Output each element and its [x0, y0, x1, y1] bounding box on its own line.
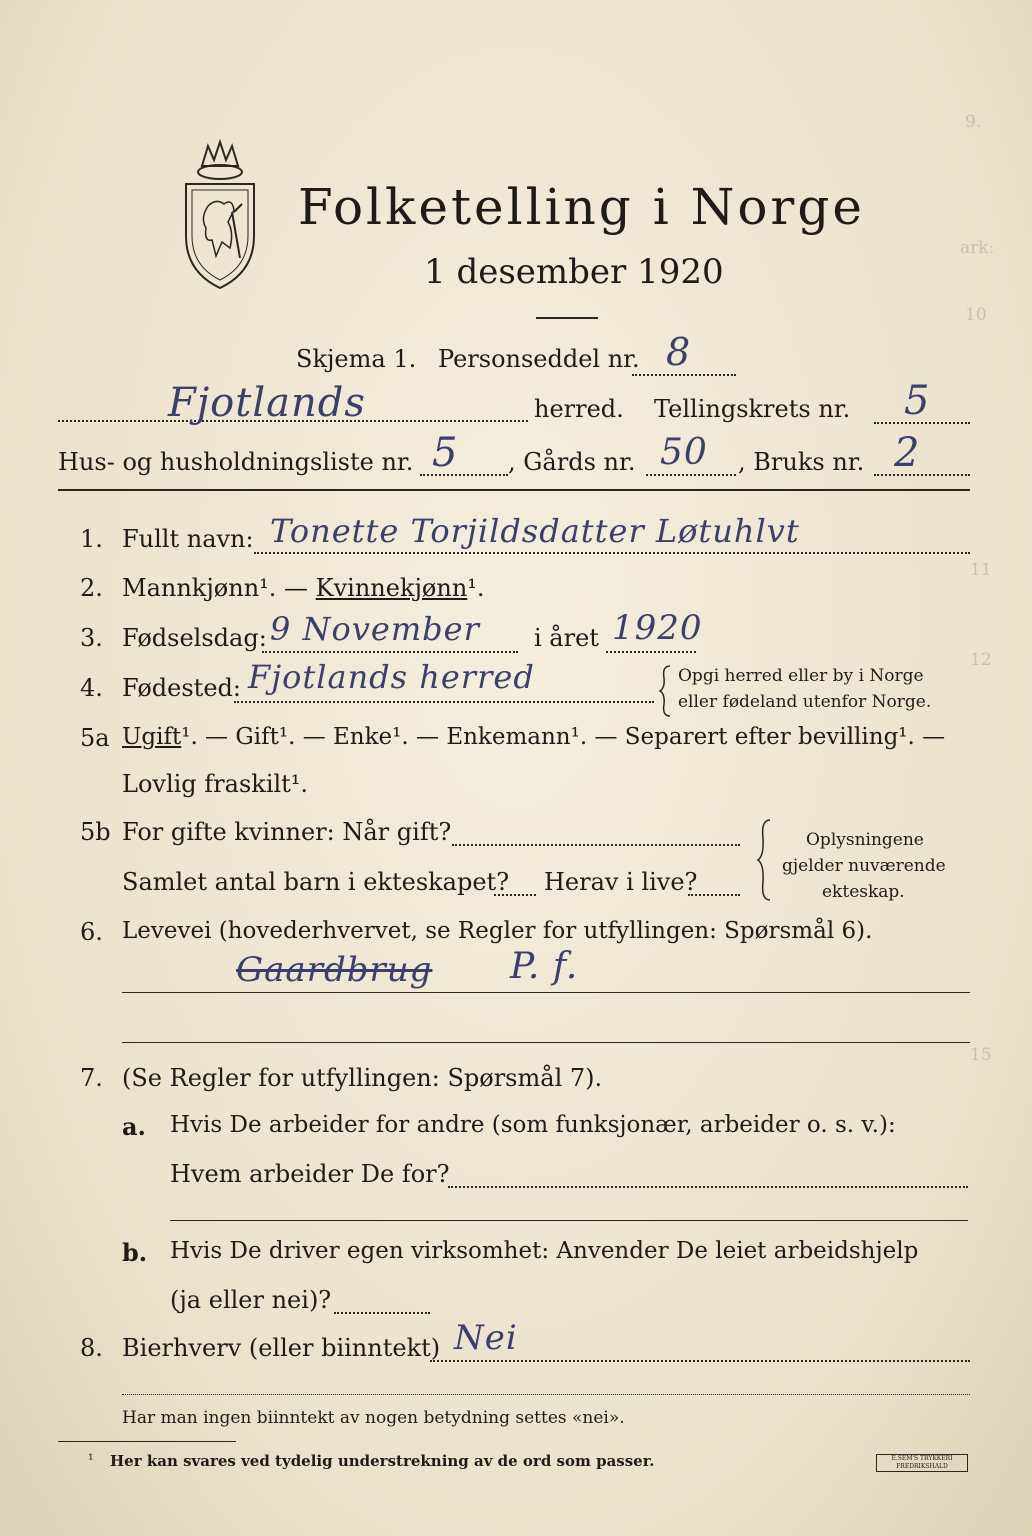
q7a-employer-label: Hvem arbeider De for? — [170, 1160, 450, 1188]
q7a-employer-line — [448, 1186, 968, 1188]
norwegian-coat-of-arms-icon — [172, 132, 268, 292]
herred-value: Fjotlands — [168, 380, 366, 426]
q5b-alive-line — [688, 894, 740, 896]
q8-line — [430, 1360, 970, 1362]
schema-label: Skjema 1. — [296, 345, 417, 373]
q5b-married-label: For gifte kvinner: Når gift? — [122, 818, 452, 846]
q3-year-label: i året — [534, 624, 599, 652]
footer-note: Har man ingen biinntekt av nogen betydning settes «nei». — [122, 1408, 625, 1428]
q2-number: 2. — [80, 574, 103, 602]
q5b-married-line — [452, 844, 740, 846]
q7b-line — [334, 1312, 430, 1314]
q6-line2 — [122, 1042, 970, 1043]
header-divider — [58, 489, 970, 491]
q5a-unmarried-option: Ugift — [122, 724, 182, 750]
q3-line — [262, 651, 518, 653]
gards-line — [646, 474, 736, 476]
printer-stamp: E.SEM'S TRYKKERI FREDRIKSHALD — [876, 1454, 968, 1472]
q5b-note3: ekteskap. — [822, 882, 905, 902]
form-title: Folketelling i Norge — [298, 178, 865, 236]
q3-number: 3. — [80, 624, 103, 652]
herred-label: herred. — [534, 395, 624, 423]
footnote-rule — [58, 1441, 236, 1442]
census-date: 1 desember 1920 — [424, 252, 724, 292]
q7b-label: Hvis De driver egen virksomhet: Anvender De leiet arbeidshjelp — [170, 1238, 919, 1264]
krets-label: Tellingskrets nr. — [654, 395, 851, 423]
bruks-value: 2 — [894, 430, 921, 476]
q7-number: 7. — [80, 1064, 103, 1092]
q4-brace-icon — [658, 664, 672, 718]
bruks-label: , Bruks nr. — [738, 448, 865, 476]
krets-value: 5 — [904, 378, 931, 424]
q6-label: Levevei (hovederhvervet, se Regler for utfyllingen: Spørsmål 6). — [122, 918, 873, 944]
q2-suffix: ¹. — [467, 574, 485, 602]
q4-note-line1: Opgi herred eller by i Norge — [678, 666, 924, 686]
q5b-note2: gjelder nuværende — [782, 856, 946, 876]
q3-label: Fødselsdag: — [122, 624, 267, 652]
q5b-alive-label: Herav i live? — [544, 868, 698, 896]
title-rule — [536, 317, 598, 319]
hus-label: Hus- og husholdningsliste nr. — [58, 448, 414, 476]
q2-male-option: Mannkjønn¹. — — [122, 574, 316, 602]
q5b-children-line — [494, 894, 536, 896]
q5a-text — [122, 724, 945, 750]
q8-value: Nei — [454, 1318, 518, 1358]
q7a-label: Hvis De arbeider for andre (som funksjonær, arbeider o. s. v.): — [170, 1112, 896, 1138]
q7-label: (Se Regler for utfyllingen: Spørsmål 7). — [122, 1064, 603, 1092]
q1-label: Fullt navn: — [122, 525, 254, 553]
census-form-page: 9. ark: 10 11 12 15 Folketelling i Norge 1 desember 1920 Skjema 1. Personseddel nr. 8 Fjotlands herred. Tellingskrets nr. 5 Hus- og husholdningsliste nr. 5 , Gårds nr. 50 , Bruks nr. 2 1. Fullt navn: Tonette Torjildsdatter Løtuhlvt 2. Mannkjønn¹. — Kvinnekjønn¹. 3. Fødselsdag: 9 November i året 1920 4. Fødested: Fjotlands herred Opgi herred eller by i Norge eller fødeland utenfor Norge. 5a Ugift¹. — Gift¹. — Enke¹. — Enkemann¹. — Separert efter bevilling¹. — Lovlig fraskilt¹. 5b For gifte kvinner: Når gift? Samlet antal barn i ekteskapet? Herav i live? Oplysningene gjelder nuværende ekteskap. 6. Levevei (hovederhvervet, se Regler for utfyllingen: Spørsmål 6). Gaardbrug P. f. 7. (Se Regler for utfyllingen: Spørsmål 7). a. Hvis De arbeider for andre (som funksjonær, arbeider o. s. v.): Hvem arbeider De for? b. Hvis De driver egen virksomhet: Anvender De leiet arbeidshjelp (ja eller nei)? 8. Bierhverv (eller biinntekt) Nei Har man ingen biinntekt av nogen betydning settes «nei». ¹ Her kan svares ved tydelig understrekning av de ord som passer. E.SEM'S TRYKKERI FREDRIKSHALD — [0, 0, 1032, 1536]
q5b-brace-icon — [756, 818, 772, 902]
person-number-value: 8 — [666, 330, 692, 374]
gards-label: , Gårds nr. — [508, 448, 636, 476]
q8-line2 — [122, 1394, 970, 1395]
person-number-line — [632, 374, 736, 376]
q7a-line2 — [170, 1220, 968, 1221]
q5b-children-label: Samlet antal barn i ekteskapet? — [122, 868, 510, 896]
q6-value: Gaardbrug — [236, 950, 433, 990]
bruks-line — [874, 474, 970, 476]
q7b-letter: b. — [122, 1238, 148, 1267]
q4-number: 4. — [80, 674, 103, 702]
q6-line — [122, 992, 970, 993]
q2-text — [122, 574, 485, 602]
q4-line — [234, 701, 654, 703]
q1-value: Tonette Torjildsdatter Løtuhlvt — [270, 512, 800, 550]
q3-value: 9 November — [270, 610, 480, 648]
q5b-note1: Oplysningene — [806, 830, 924, 850]
footnote-text: Her kan svares ved tydelig understrekning av de ord som passer. — [110, 1452, 655, 1470]
q8-label: Bierhverv (eller biinntekt) — [122, 1334, 441, 1362]
q2-female-option: Kvinnekjønn — [315, 574, 468, 602]
q4-note-line2: eller fødeland utenfor Norge. — [678, 692, 932, 712]
q3-year-line — [606, 651, 696, 653]
q3-year-value: 1920 — [612, 608, 703, 648]
person-number-label: Personseddel nr. — [438, 345, 640, 373]
q7a-letter: a. — [122, 1112, 146, 1141]
q1-line — [254, 552, 970, 554]
q1-number: 1. — [80, 525, 103, 553]
q4-label: Fødested: — [122, 674, 241, 702]
gards-value: 50 — [660, 432, 708, 473]
q8-number: 8. — [80, 1334, 103, 1362]
q6-number: 6. — [80, 918, 103, 946]
q7b-label2: (ja eller nei)? — [170, 1286, 332, 1314]
q5a-number: 5a — [80, 724, 110, 752]
hus-value: 5 — [432, 430, 459, 476]
q5a-other-options: ¹. — Gift¹. — Enke¹. — Enkemann¹. — Separert efter bevilling¹. — — [181, 724, 946, 750]
q5a-line2: Lovlig fraskilt¹. — [122, 770, 309, 798]
q5b-number: 5b — [80, 818, 111, 846]
q4-value: Fjotlands herred — [248, 658, 535, 696]
q6-value2: P. f. — [510, 946, 579, 987]
footnote-mark: ¹ — [88, 1452, 94, 1468]
